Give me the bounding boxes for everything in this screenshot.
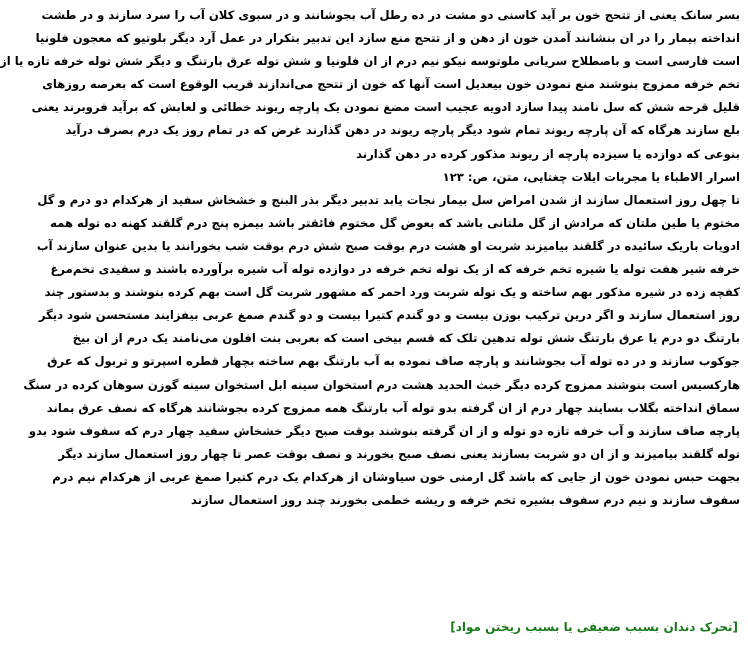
text-line: پارچه صاف سازند و آب خرفه تازه دو توله و از ان گرفته بنوشند بوقت صبح دیگر خشخاش سفید چهار درم که سفوف شود بدو	[28, 423, 740, 438]
text-line: هارکسیس است بنوشند ممزوج کرده دیگر خبث الحدید هشت درم استخوان سینه ابل استخوان سینه گوزن سوهان کرده در سنگ	[23, 377, 740, 392]
text-line: بارتنگ دو درم یا عرق بارتنگ شش توله تدهین تلک که قسم بیخی است که بعربی بنت افلون می‌نامند یک درم از ان بیخ	[72, 331, 740, 346]
text-line: مختوم یا طین ملتان که مرادش از گل ملتانی باشد که بعوض گل مختوم فائقتر باشد بیمزه پنج درم گلقند کهنه ده توله همه	[50, 215, 740, 230]
text-line: بنوعی که دوازده یا سیزده پارچه از ریوند مذکور کرده در دهن گذارند	[356, 146, 740, 161]
text-line: قلیل قرحه شش که سل نامند پیدا سازد ادویه عجیب است مضغ نمودن یک پارچه ریوند خطائی و لعابش که برآید فروبرند یعنی	[31, 100, 740, 115]
text-line: بلع سازند هرگاه که آن پارچه ریوند تمام شود دیگر پارچه ریوند در دهن گذارند غرض که در تمام روز یک درم بصرف درآید	[65, 123, 740, 138]
page-citation: اسرار الاطباء یا مجربات ایلات چغتایی، متن، ص: ۱۲۳	[442, 169, 740, 184]
text-line: تخم خرفه ممزوج بنوشند منع نمودن خون بیعدیل است آنها که خون از تتحج می‌اندازند قریب الوقوع است که بعرصه روزهای	[42, 77, 740, 92]
text-line: است فارسی است و باصطلاح سریانی ملوتوسه نیکو نیم درم از ان فلونیا و شش توله عرق بارتنگ و دیگر شش توله خرفه تازه یا از	[0, 54, 740, 69]
text-line: روز استعمال سازند و اگر درین ترکیب بوزن بیست و دو گندم کتیرا بیست و دو گندم صمغ عربی بیفزایند مستحسن شود دیگر	[38, 308, 740, 323]
section-heading: [تحرک دندان بسبب ضعیفی یا بسبب ریختن مواد]	[450, 620, 738, 634]
text-line: ادویات باریک سائیده در گلقند بیامیزند شربت او هشت درم بوقت صبح شش درم بوقت شب بخورانند یا بدین عنوان سازند آب	[36, 238, 740, 253]
text-line: کفچه زده در شیره مذکور بهم ساخته و یک توله شربت ورد احمر که مشهور شربت گل است بهم کرده بنوشند و بدستور چند	[44, 285, 740, 300]
text-line: سفوف سازند و نیم درم سفوف بشیره تخم خرفه و ریشه خطمی بخورند چند روز استعمال سازند	[190, 492, 740, 507]
paragraph-2	[23, 189, 740, 512]
text-line: انداخته بیمار را در ان بنشانند آمدن خون از دهن و از تتحج منع سازد این تدبیر بتکرار در عمل آرد دیگر بلوتیو که معجون فلونیا	[35, 31, 740, 46]
text-line: بجهت حبس نمودن خون از جایی که باشد گل ارمنی خون سیاوشان از هرکدام یک درم کتیرا صمغ عربی از هرکدام نیم درم	[52, 469, 740, 484]
text-line: جوکوب سازند و در ده توله آب بجوشانند و پارچه صاف نموده به آب بارتنگ بهم ساخته بچهار قطره اسپرتو و تربول که عرق	[47, 354, 740, 369]
paragraph-1	[0, 4, 740, 166]
text-line: توله گلقند بیامیزند و از ان دو شربت بسازند یعنی نصف صبح بخورند و نصف بوقت عصر تا چهار روز استعمال سازند دیگر	[58, 446, 740, 461]
text-line: سماق انداخته بگلاب بسایند چهار درم از ان گرفته بدو توله آب بارتنگ همه ممزوج کرده بجوشانند هرگاه که نصف عرق بماند	[46, 400, 740, 415]
text-line: تا چهل روز استعمال سازند از شدن امراض سل بیمار نجات یابد تدبیر دیگر بذر البنج و خشخاش سفید از هرکدام دو درم و گل	[37, 192, 740, 207]
text-line: خرفه شیر هفت توله یا شیره تخم خرفه که از یک توله تخم خرفه در دوازده توله آب شیره برآورده باشند و سفیدی تخم‌مرغ	[50, 262, 740, 277]
text-line: بسر سانک یعنی از تتحج خون بر آید کاسنی دو مشت در ده رطل آب بجوشانند و در سبوی کلان آب را سرد سازند و در طشت	[41, 8, 740, 22]
